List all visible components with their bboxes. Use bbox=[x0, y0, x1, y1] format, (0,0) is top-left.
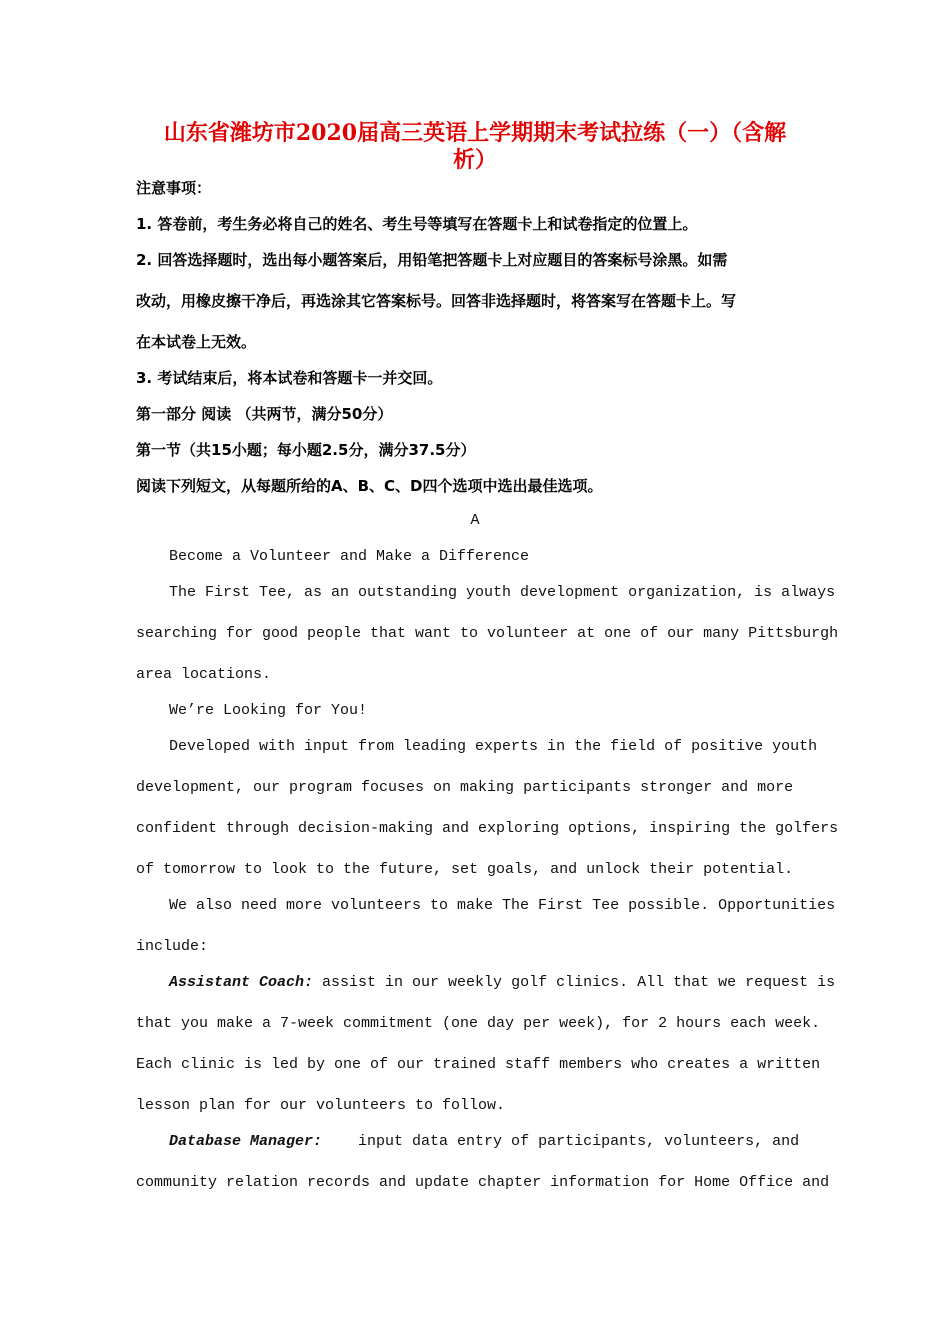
assistant-coach-line-4: lesson plan for our volunteers to follow. bbox=[136, 1097, 506, 1114]
database-manager-line-1 bbox=[169, 1133, 849, 1150]
notice-heading: 注意事项： bbox=[136, 179, 212, 197]
paragraph-3-line-1: We also need more volunteers to make The First Tee possible. Opportunities bbox=[169, 897, 836, 914]
notice-item-2-line-3: 在本试卷上无效。 bbox=[136, 333, 257, 351]
paragraph-1-line-2: searching for good people that want to volunteer at one of our many Pittsburgh bbox=[136, 625, 839, 642]
assistant-coach-label: Assistant Coach: bbox=[169, 974, 314, 991]
passage-letter: A bbox=[470, 512, 480, 529]
reading-instruction: 阅读下列短文，从每题所给的A、B、C、D四个选项中选出最佳选项。 bbox=[136, 477, 603, 495]
paragraph-3-line-2: include: bbox=[136, 938, 209, 955]
database-manager-line-2: community relation records and update chapter information for Home Office and bbox=[136, 1174, 830, 1191]
database-manager-text: input data entry of participants, volunteers, and bbox=[322, 1133, 800, 1150]
paragraph-2-line-2: development, our program focuses on making participants stronger and more bbox=[136, 779, 794, 796]
paragraph-1-line-3: area locations. bbox=[136, 666, 272, 683]
passage-heading: Become a Volunteer and Make a Difference bbox=[169, 548, 530, 565]
assistant-coach-line-3: Each clinic is led by one of our trained staff members who creates a written bbox=[136, 1056, 821, 1073]
paragraph-2-line-4: of tomorrow to look to the future, set goals, and unlock their potential. bbox=[136, 861, 794, 878]
paragraph-2-line-1: Developed with input from leading experts in the field of positive youth bbox=[169, 738, 818, 755]
notice-item-1: 1. 答卷前，考生务必将自己的姓名、考生号等填写在答题卡上和试卷指定的位置上。 bbox=[136, 215, 698, 233]
assistant-coach-line-1 bbox=[169, 974, 849, 991]
paragraph-2-line-3: confident through decision-making and exploring options, inspiring the golfers bbox=[136, 820, 839, 837]
notice-item-2-line-2: 改动，用橡皮擦干净后，再选涂其它答案标号。回答非选择题时，将答案写在答题卡上。写 bbox=[136, 292, 737, 310]
assistant-coach-line-2: that you make a 7-week commitment (one day per week), for 2 hours each week. bbox=[136, 1015, 821, 1032]
assistant-coach-text: assist in our weekly golf clinics. All that we request is bbox=[313, 974, 836, 991]
document-title bbox=[150, 120, 800, 174]
database-manager-label: Database Manager: bbox=[169, 1133, 323, 1150]
passage-subheading: We’re Looking for You! bbox=[169, 702, 368, 719]
paragraph-1-line-1: The First Tee, as an outstanding youth development organization, is always bbox=[169, 584, 836, 601]
notice-item-3: 3. 考试结束后，将本试卷和答题卡一并交回。 bbox=[136, 369, 443, 387]
part-one-heading: 第一部分 阅读 （共两节，满分50分） bbox=[136, 405, 393, 423]
section-one-heading: 第一节（共15小题；每小题2.5分，满分37.5分） bbox=[136, 441, 476, 459]
title-line-2: 析） bbox=[452, 147, 497, 173]
notice-item-2-line-1: 2. 回答选择题时，选出每小题答案后，用铅笔把答题卡上对应题目的答案标号涂黑。如需 bbox=[136, 251, 728, 269]
title-line-1: 山东省潍坊市2020届高三英语上学期期末考试拉练（一）（含解 bbox=[163, 120, 787, 146]
